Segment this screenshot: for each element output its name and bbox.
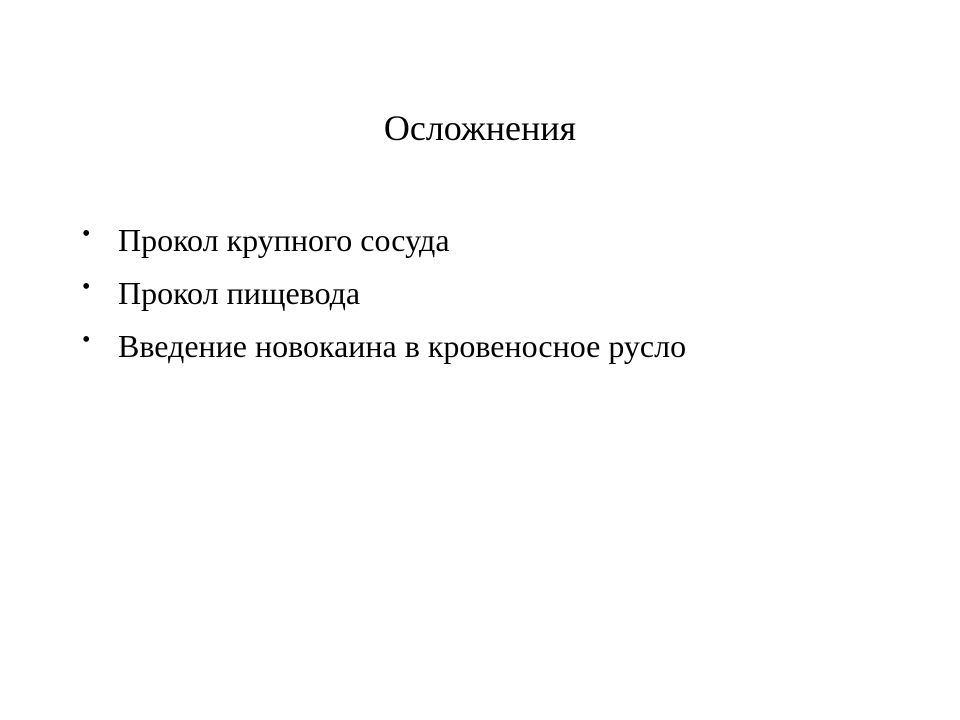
list-item [82,214,922,267]
list-item-text: Прокол пищевода [118,275,361,311]
bullet-icon: • [82,221,91,247]
bullet-icon: • [82,274,91,300]
slide-title: Осложнения [383,108,577,148]
list-item-text: Прокол крупного сосуда [118,222,450,258]
list-item [82,267,922,320]
list-item-text: Введение новокаина в кровеносное русло [118,328,687,364]
list-item [82,320,922,373]
bullet-icon: • [82,327,91,353]
bullet-list [82,214,922,373]
